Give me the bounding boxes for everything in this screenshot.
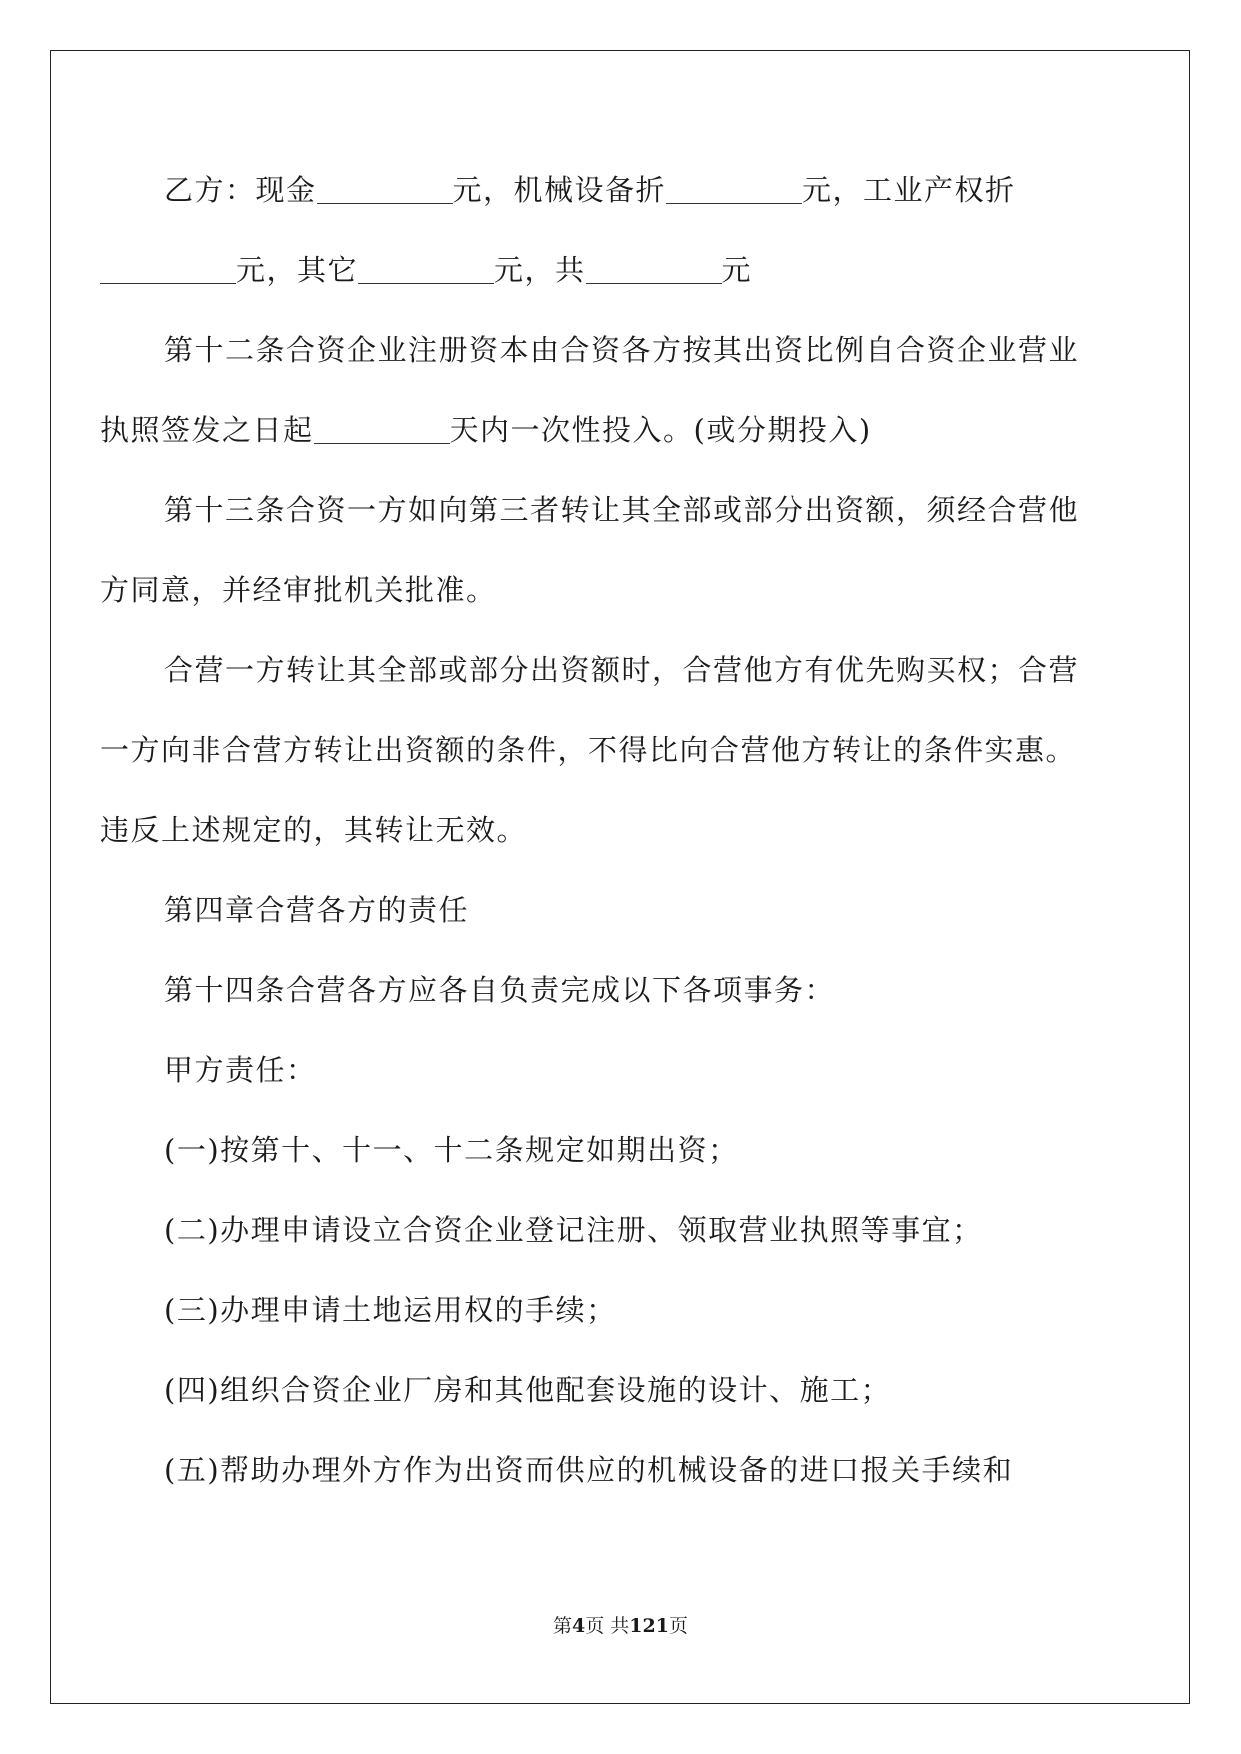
footer-middle: 页 共 — [585, 1615, 630, 1637]
text-other: 元，其它 — [236, 253, 359, 287]
text-ip: 元，工业产权折 — [802, 173, 1016, 207]
blank-field[interactable] — [317, 175, 453, 204]
article-12-tail: 天内一次性投入。(或分期投入) — [449, 413, 872, 447]
text-machinery: 元，机械设备折 — [452, 173, 667, 207]
party-a-heading: 甲方责任： — [164, 1053, 317, 1087]
document-body — [100, 150, 1090, 1510]
list-item: (三)办理申请土地运用权的手续； — [164, 1293, 617, 1327]
paragraph-article-13: 第十三条合资一方如向第三者转让其全部或部分出资额，须经合营他方同意，并经审批机关批准。 — [100, 493, 1080, 607]
footer-prefix: 第 — [553, 1615, 573, 1637]
list-item: (一)按第十、十一、十二条规定如期出资； — [164, 1133, 739, 1167]
blank-field[interactable] — [358, 255, 494, 284]
total-pages: 121 — [629, 1615, 669, 1637]
blank-field[interactable] — [666, 175, 802, 204]
blank-field[interactable] — [314, 415, 450, 444]
article-12-text: 第十二条合资企业注册资本由合资各方按其出资比例自合资企业营业执照签发之日起 — [100, 333, 1080, 447]
blank-field[interactable] — [100, 255, 236, 284]
text-yuan: 元 — [721, 253, 753, 287]
paragraph-article-14: 第十四条合营各方应各自负责完成以下各项事务： — [164, 973, 836, 1007]
list-item: (四)组织合资企业厂房和其他配套设施的设计、施工； — [164, 1373, 892, 1407]
page-number: 4 — [572, 1615, 586, 1637]
paragraph-transfer-rules: 合营一方转让其全部或部分出资额时，合营他方有优先购买权；合营一方向非合营方转让出资额的条件，不得比向合营他方转让的条件实惠。违反上述规定的，其转让无效。 — [100, 653, 1080, 847]
blank-field[interactable] — [586, 255, 722, 284]
chapter-heading: 第四章合营各方的责任 — [164, 893, 470, 927]
text-cash: 乙方：现金 — [164, 173, 317, 207]
paragraph-article-12 — [100, 310, 1090, 470]
footer-suffix: 页 — [668, 1615, 688, 1637]
text-total: 元，共 — [494, 253, 586, 287]
paragraph-party-b-contribution — [100, 150, 1090, 310]
page-footer — [0, 1611, 1241, 1638]
list-item: (五)帮助办理外方作为出资而供应的机械设备的进口报关手续和 — [164, 1453, 1014, 1487]
list-item: (二)办理申请设立合资企业登记注册、领取营业执照等事宜； — [164, 1213, 983, 1247]
